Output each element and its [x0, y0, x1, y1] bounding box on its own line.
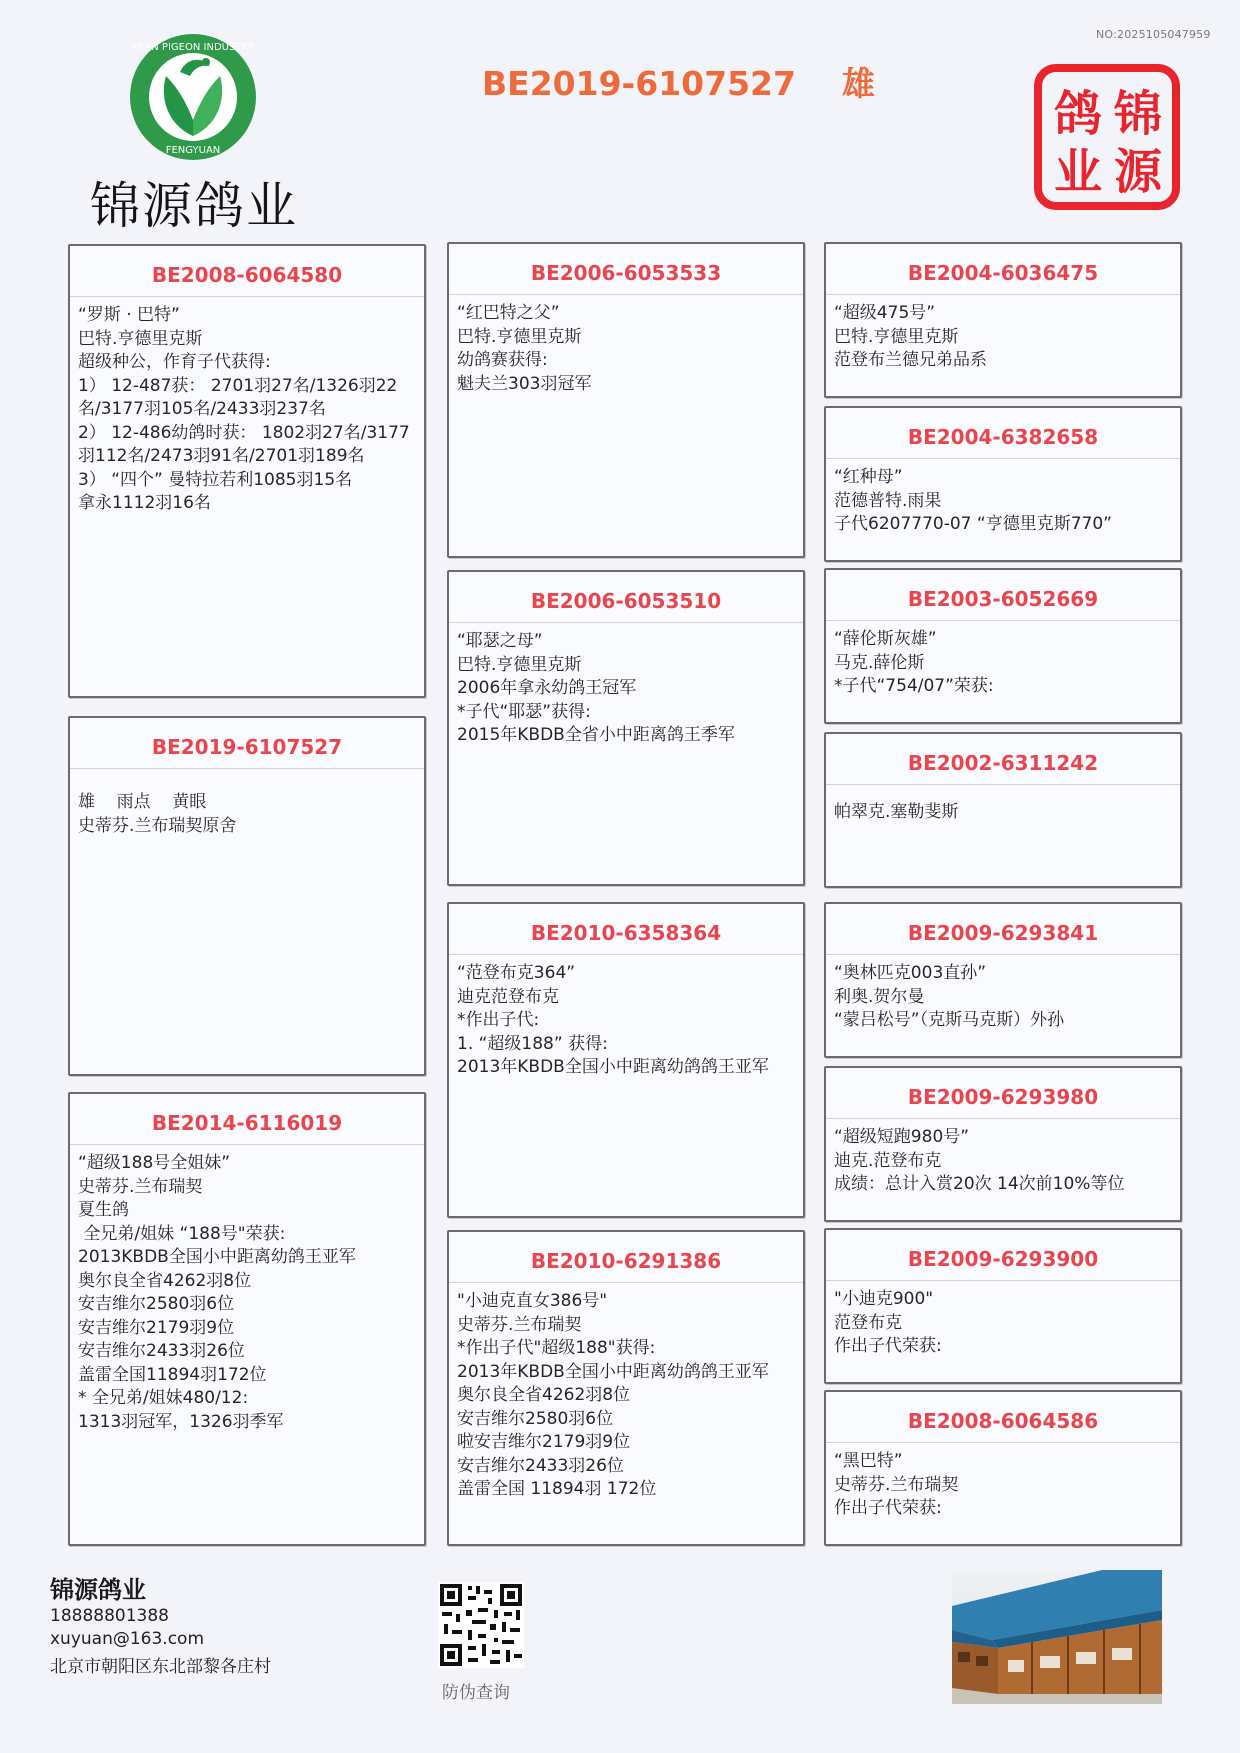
card-line: 2） 12-486幼鸽时获： 1802羽27名/3177羽112名/2473羽91名/2701羽189名 — [78, 422, 410, 466]
card-line: 巴特.亨德里克斯 — [457, 326, 582, 347]
card-line: 史蒂芬.兰布瑞契原舍 — [78, 815, 237, 836]
logo-ring-text-top: FRAN PIGEON INDUSTRY — [132, 42, 254, 53]
logo-ring-text-bottom: FENGYUAN — [165, 145, 221, 156]
ring-number: BE2004-6382658 — [826, 408, 1180, 459]
card-line: 盖雷全国11894羽172位 — [78, 1364, 267, 1385]
card-line: 安吉维尔2433羽26位 — [457, 1455, 624, 1476]
card-body — [826, 785, 1180, 825]
pedigree-card — [447, 242, 805, 558]
card-body — [70, 1145, 424, 1434]
card-line: 1） 12-487获： 2701羽27名/1326羽22名/3177羽105名/2433羽237名 — [78, 375, 398, 419]
card-line: “奥林匹克003直孙” — [834, 963, 987, 983]
pedigree-card — [824, 902, 1182, 1058]
card-line: 全兄弟/姐妹 “188号"荣获: — [78, 1223, 286, 1244]
pedigree-card — [447, 902, 805, 1218]
pedigree-card — [68, 1092, 426, 1546]
card-line: “超级短跑980号” — [834, 1127, 970, 1147]
card-line: “蒙吕松号”（克斯马克斯）外孙 — [834, 1010, 1065, 1030]
card-body — [826, 295, 1180, 373]
card-line: 迪克范登布克 — [457, 986, 559, 1007]
ring-number: BE2014-6116019 — [70, 1094, 424, 1145]
pigeon-loft-photo — [952, 1570, 1162, 1704]
qr-label: 防伪查询 — [442, 1683, 510, 1703]
card-line: 2013年KBDB全国小中距离幼鸽鸽王亚军 — [457, 1361, 769, 1382]
ring-number: BE2008-6064586 — [826, 1392, 1180, 1443]
card-line: "小迪克900" — [834, 1289, 934, 1309]
footer-address: 北京市朝阳区东北部黎各庄村 — [50, 1657, 271, 1677]
card-body — [826, 1119, 1180, 1197]
pedigree-card — [824, 1066, 1182, 1222]
card-line: 2013KBDB全国小中距离幼鸽王亚军 — [78, 1247, 356, 1267]
card-line: 史蒂芬.兰布瑞契 — [834, 1474, 959, 1495]
pedigree-card — [824, 1390, 1182, 1546]
pedigree-card-subject — [68, 716, 426, 1076]
qr-code[interactable] — [438, 1582, 524, 1668]
ring-number: BE2009-6293900 — [826, 1230, 1180, 1281]
card-line: 1313羽冠军，1326羽季军 — [78, 1411, 284, 1432]
pedigree-card — [824, 568, 1182, 724]
ring-number: BE2004-6036475 — [826, 244, 1180, 295]
card-line: 啦安吉维尔2179羽9位 — [457, 1432, 631, 1452]
ring-number: BE2010-6358364 — [449, 904, 803, 955]
card-line: 奥尔良全省4262羽8位 — [457, 1385, 631, 1405]
ring-number: BE2009-6293980 — [826, 1068, 1180, 1119]
seal-char: 业 — [1053, 144, 1103, 200]
card-line: “黑巴特” — [834, 1451, 903, 1471]
card-line: * 全兄弟/姐妹480/12: — [78, 1388, 249, 1408]
ring-number: BE2010-6291386 — [449, 1232, 803, 1283]
page-title: BE2019-6107527 雄 — [482, 64, 875, 103]
card-line: 安吉维尔2580羽6位 — [457, 1408, 614, 1429]
fengyuan-logo — [128, 32, 258, 162]
card-body — [449, 955, 803, 1080]
card-line: 作出子代荣获: — [834, 1336, 942, 1356]
card-line: “红种母” — [834, 467, 903, 487]
card-line: 拿永1112羽16名 — [78, 493, 211, 513]
card-line: *子代“耶瑟”获得: — [457, 701, 591, 722]
card-line: 成绩：总计入赏20次 14次前10%等位 — [834, 1174, 1125, 1194]
pedigree-card — [68, 244, 426, 698]
card-line: 范登布兰德兄弟品系 — [834, 350, 987, 370]
ring-number: BE2002-6311242 — [826, 734, 1180, 785]
card-body — [826, 1443, 1180, 1521]
seal-char: 源 — [1113, 144, 1163, 200]
card-line: 2006年拿永幼鸽王冠军 — [457, 678, 637, 698]
footer-phone: 18888801388 — [50, 1606, 169, 1626]
card-line: “超级475号” — [834, 303, 936, 323]
card-line: 作出子代荣获: — [834, 1498, 942, 1518]
seal-char: 锦 — [1113, 86, 1163, 142]
card-line: 1. “超级188” 获得: — [457, 1033, 608, 1054]
card-line: 史蒂芬.兰布瑞契 — [457, 1314, 582, 1335]
card-body — [826, 459, 1180, 537]
card-line: 巴特.亨德里克斯 — [834, 326, 959, 347]
pedigree-card — [824, 242, 1182, 398]
card-line: 盖雷全国 11894羽 172位 — [457, 1479, 657, 1499]
ring-number: BE2019-6107527 — [70, 718, 424, 769]
pedigree-card — [824, 406, 1182, 562]
seal-char: 鸽 — [1053, 86, 1103, 142]
card-line: 巴特.亨德里克斯 — [78, 328, 203, 349]
card-line: 安吉维尔2433羽26位 — [78, 1341, 245, 1361]
ring-number: BE2009-6293841 — [826, 904, 1180, 955]
card-body — [70, 297, 424, 516]
card-body — [826, 621, 1180, 699]
card-line: 巴特.亨德里克斯 — [457, 654, 582, 675]
card-line: 史蒂芬.兰布瑞契 — [78, 1176, 203, 1197]
card-line: 马克.薛伦斯 — [834, 652, 925, 673]
ring-number: BE2006-6053533 — [449, 244, 803, 295]
card-line: 迪克.范登布克 — [834, 1150, 942, 1171]
card-line: “范登布克364” — [457, 963, 576, 983]
card-line: 安吉维尔2580羽6位 — [78, 1294, 235, 1314]
card-body — [449, 1283, 803, 1502]
card-line: 范德普特.雨果 — [834, 490, 942, 511]
footer-company-name: 锦源鸽业 — [50, 1576, 146, 1604]
card-line: “耶瑟之母” — [457, 631, 543, 651]
card-line: 范登布克 — [834, 1312, 902, 1333]
card-line: 2015年KBDB全省小中距离鸽王季军 — [457, 725, 735, 745]
card-line: “薛伦斯灰雄” — [834, 629, 937, 649]
document-number: NO:2025105047959 — [1096, 28, 1211, 41]
red-seal-stamp — [1034, 64, 1180, 210]
card-line: 超级种公，作育子代获得: — [78, 352, 271, 372]
card-body — [449, 623, 803, 748]
card-body — [826, 955, 1180, 1033]
card-line: 2013年KBDB全国小中距离幼鸽鸽王亚军 — [457, 1057, 769, 1077]
ring-number: BE2008-6064580 — [70, 246, 424, 297]
card-line: 帕翠克.塞勒斐斯 — [834, 802, 959, 822]
pedigree-card — [447, 1230, 805, 1546]
pedigree-card — [824, 732, 1182, 888]
card-line: "小迪克直女386号" — [457, 1291, 608, 1311]
card-line: “红巴特之父” — [457, 303, 560, 323]
card-body — [826, 1281, 1180, 1359]
card-line: 3） “四个” 曼特拉若利1085羽15名 — [78, 469, 353, 490]
footer-email: xuyuan@163.com — [50, 1629, 205, 1649]
card-line: 安吉维尔2179羽9位 — [78, 1317, 235, 1338]
card-line: 奥尔良全省4262羽8位 — [78, 1270, 252, 1291]
card-line: 魁夫兰303羽冠军 — [457, 373, 592, 394]
card-body — [70, 769, 424, 838]
card-line: 雄 雨点 黄眼 — [78, 792, 207, 812]
ring-number: BE2003-6052669 — [826, 570, 1180, 621]
pedigree-card — [447, 570, 805, 886]
card-line: 利奥.贺尔曼 — [834, 986, 925, 1007]
card-line: 子代6207770-07 “亨德里克斯770” — [834, 514, 1112, 534]
card-body — [449, 295, 803, 396]
card-line: *子代“754/07”荣获: — [834, 676, 994, 696]
card-line: 幼鸽赛获得: — [457, 350, 548, 370]
pedigree-card — [824, 1228, 1182, 1384]
card-line: “罗斯 · 巴特” — [78, 305, 180, 325]
brand-name: 锦源鸽业 — [90, 177, 298, 235]
ring-number: BE2006-6053510 — [449, 572, 803, 623]
card-line: *作出子代: — [457, 1010, 540, 1030]
card-line: *作出子代"超级188"获得: — [457, 1338, 656, 1358]
card-line: “超级188号全姐妹” — [78, 1153, 231, 1173]
card-line: 夏生鸽 — [78, 1200, 129, 1220]
